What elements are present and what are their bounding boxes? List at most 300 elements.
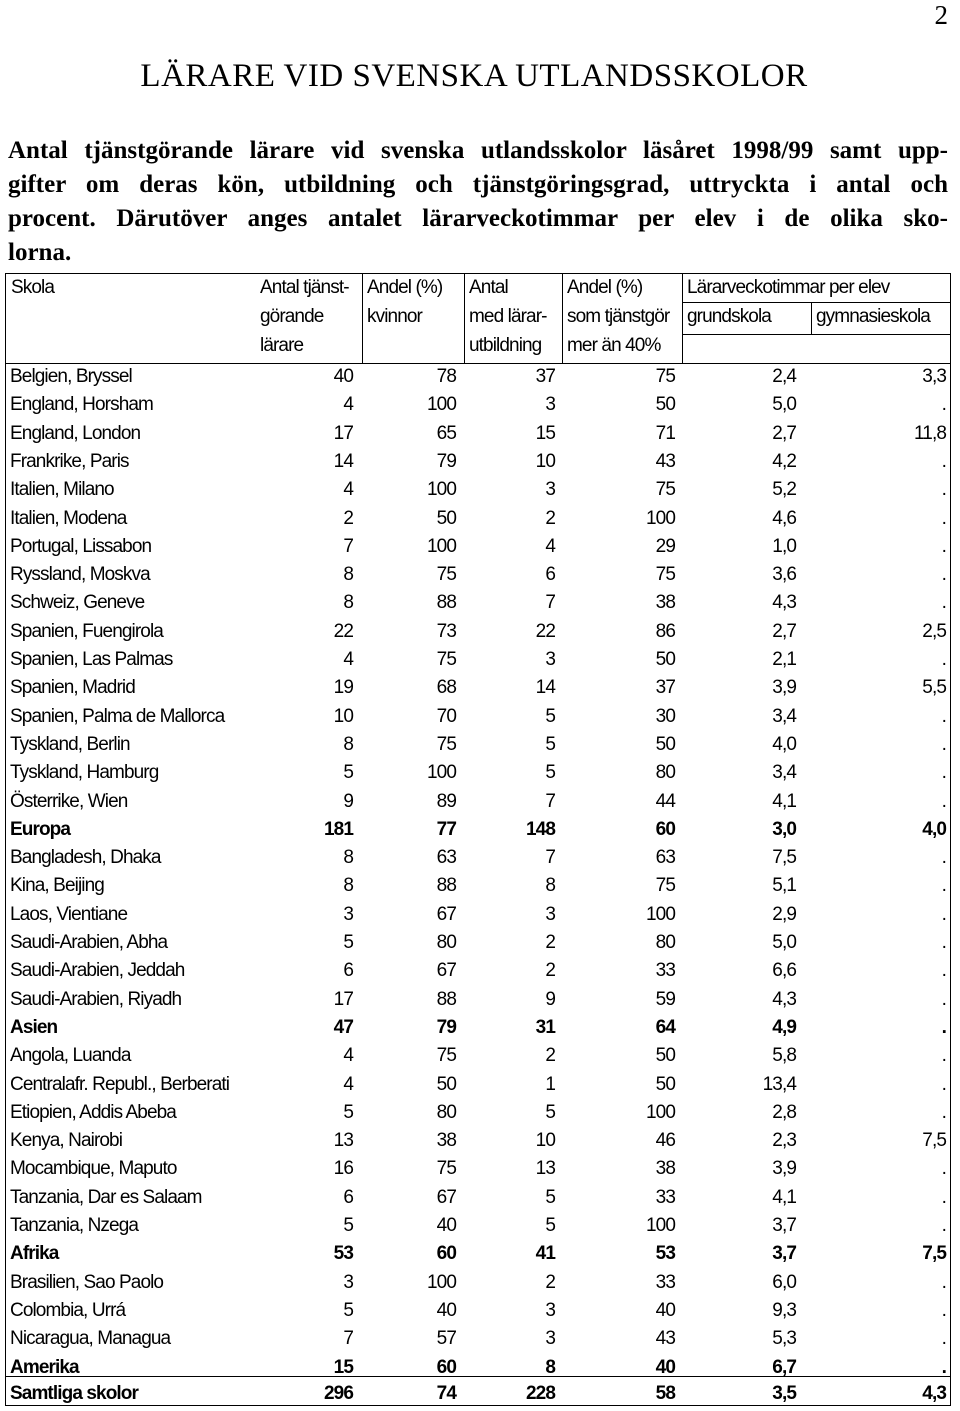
header-tjanstgor-line2: som tjänstgör bbox=[567, 306, 670, 327]
grundskola-cell: 4,0 bbox=[772, 734, 796, 755]
total-rule bbox=[6, 1376, 950, 1377]
utbildning-cell: 4 bbox=[545, 536, 555, 557]
grundskola-cell: 3,7 bbox=[772, 1243, 796, 1264]
antal-cell: 17 bbox=[333, 423, 353, 444]
antal-cell: 5 bbox=[343, 1300, 353, 1321]
table-row bbox=[6, 476, 950, 504]
utbildning-cell: 5 bbox=[545, 762, 555, 783]
table-row bbox=[6, 618, 950, 646]
kvinnor-cell: 67 bbox=[436, 904, 456, 925]
teacher-table bbox=[5, 273, 951, 1406]
skola-cell: Kina, Beijing bbox=[10, 875, 104, 896]
tjanstgor-cell: 44 bbox=[655, 791, 675, 812]
kvinnor-cell: 75 bbox=[436, 649, 456, 670]
header-grundskola: grundskola bbox=[687, 306, 771, 327]
tjanstgor-cell: 33 bbox=[655, 1187, 675, 1208]
tjanstgor-cell: 50 bbox=[655, 394, 675, 415]
kvinnor-cell: 38 bbox=[436, 1130, 456, 1151]
skola-cell: Etiopien, Addis Abeba bbox=[10, 1102, 176, 1123]
grundskola-cell: 4,6 bbox=[772, 508, 796, 529]
gymnasieskola-cell: 3,3 bbox=[922, 366, 946, 387]
grundskola-cell: 13,4 bbox=[762, 1074, 796, 1095]
grundskola-cell: 4,1 bbox=[772, 791, 796, 812]
gymnasieskola-cell: 4,3 bbox=[922, 1383, 946, 1404]
gymnasieskola-cell: . bbox=[941, 1357, 946, 1378]
antal-cell: 4 bbox=[343, 1074, 353, 1095]
column-divider bbox=[682, 274, 683, 364]
gymnasieskola-cell: . bbox=[941, 904, 946, 925]
table-row bbox=[6, 448, 950, 476]
antal-cell: 9 bbox=[343, 791, 353, 812]
header-antal-line2: görande bbox=[260, 306, 324, 327]
header-tjanstgor-line1: Andel (%) bbox=[567, 277, 643, 298]
utbildning-cell: 8 bbox=[545, 875, 555, 896]
column-divider bbox=[562, 274, 563, 364]
tjanstgor-cell: 75 bbox=[655, 479, 675, 500]
table-row bbox=[6, 391, 950, 419]
gymnasieskola-cell: . bbox=[941, 479, 946, 500]
table-row bbox=[6, 788, 950, 816]
skola-cell: Centralafr. Republ., Berberati bbox=[10, 1074, 230, 1095]
tjanstgor-cell: 59 bbox=[655, 989, 675, 1010]
gymnasieskola-cell: . bbox=[941, 1158, 946, 1179]
utbildning-cell: 3 bbox=[545, 904, 555, 925]
grundskola-cell: 4,2 bbox=[772, 451, 796, 472]
kvinnor-cell: 77 bbox=[436, 819, 456, 840]
table-row bbox=[6, 363, 950, 391]
grundskola-cell: 2,1 bbox=[772, 649, 796, 670]
antal-cell: 8 bbox=[343, 564, 353, 585]
tjanstgor-cell: 33 bbox=[655, 960, 675, 981]
tjanstgor-cell: 100 bbox=[645, 1215, 675, 1236]
gymnasieskola-cell: . bbox=[941, 508, 946, 529]
table-row bbox=[6, 703, 950, 731]
skola-cell: Asien bbox=[10, 1017, 58, 1038]
antal-cell: 6 bbox=[343, 960, 353, 981]
kvinnor-cell: 75 bbox=[436, 564, 456, 585]
kvinnor-cell: 68 bbox=[436, 677, 456, 698]
skola-cell: Saudi-Arabien, Riyadh bbox=[10, 989, 182, 1010]
skola-cell: Spanien, Palma de Mallorca bbox=[10, 706, 225, 727]
tjanstgor-cell: 46 bbox=[655, 1130, 675, 1151]
utbildning-cell: 13 bbox=[535, 1158, 555, 1179]
header-utbildning-line2: med lärar- bbox=[469, 306, 547, 327]
table-row bbox=[6, 1212, 950, 1240]
intro-line: gifter om deras kön, utbildning och tjänstgöringsgrad, uttryckta i antal och bbox=[8, 171, 948, 198]
header-lararveckotimmar: Lärarveckotimmar per elev bbox=[687, 277, 890, 298]
table-row bbox=[6, 1127, 950, 1155]
gymnasieskola-cell: . bbox=[941, 649, 946, 670]
tjanstgor-cell: 75 bbox=[655, 564, 675, 585]
gymnasieskola-cell: . bbox=[941, 1102, 946, 1123]
grundskola-cell: 5,2 bbox=[772, 479, 796, 500]
antal-cell: 4 bbox=[343, 479, 353, 500]
antal-cell: 3 bbox=[343, 1272, 353, 1293]
utbildning-cell: 2 bbox=[545, 508, 555, 529]
skola-cell: England, London bbox=[10, 423, 141, 444]
table-row bbox=[6, 674, 950, 702]
utbildning-cell: 5 bbox=[545, 1102, 555, 1123]
header-utbildning-line1: Antal bbox=[469, 277, 508, 298]
tjanstgor-cell: 58 bbox=[655, 1383, 675, 1404]
antal-cell: 22 bbox=[333, 621, 353, 642]
tjanstgor-cell: 75 bbox=[655, 875, 675, 896]
skola-cell: Laos, Vientiane bbox=[10, 904, 128, 925]
grundskola-cell: 2,4 bbox=[772, 366, 796, 387]
kvinnor-cell: 88 bbox=[436, 989, 456, 1010]
kvinnor-cell: 60 bbox=[436, 1357, 456, 1378]
header-utbildning-line3: utbildning bbox=[469, 335, 542, 356]
table-row bbox=[6, 1184, 950, 1212]
skola-cell: Samtliga skolor bbox=[10, 1383, 138, 1404]
intro-line: Antal tjänstgörande lärare vid svenska utlandsskolor läsåret 1998/99 samt upp- bbox=[8, 137, 948, 164]
header-rule bbox=[682, 334, 950, 335]
kvinnor-cell: 80 bbox=[436, 1102, 456, 1123]
kvinnor-cell: 100 bbox=[426, 536, 456, 557]
antal-cell: 13 bbox=[333, 1130, 353, 1151]
utbildning-cell: 148 bbox=[525, 819, 555, 840]
kvinnor-cell: 75 bbox=[436, 1158, 456, 1179]
gymnasieskola-cell: . bbox=[941, 762, 946, 783]
kvinnor-cell: 79 bbox=[436, 1017, 456, 1038]
tjanstgor-cell: 80 bbox=[655, 762, 675, 783]
grundskola-cell: 2,7 bbox=[772, 621, 796, 642]
gymnasieskola-cell: 11,8 bbox=[914, 423, 946, 444]
gymnasieskola-cell: . bbox=[941, 875, 946, 896]
kvinnor-cell: 73 bbox=[436, 621, 456, 642]
kvinnor-cell: 78 bbox=[436, 366, 456, 387]
antal-cell: 2 bbox=[343, 508, 353, 529]
skola-cell: Colombia, Urrá bbox=[10, 1300, 126, 1321]
header-tjanstgor-line3: mer än 40% bbox=[567, 335, 661, 356]
summary-row bbox=[6, 1014, 950, 1042]
gymnasieskola-cell: . bbox=[941, 1272, 946, 1293]
antal-cell: 14 bbox=[333, 451, 353, 472]
gymnasieskola-cell: . bbox=[941, 451, 946, 472]
table-row bbox=[6, 646, 950, 674]
skola-cell: Angola, Luanda bbox=[10, 1045, 131, 1066]
tjanstgor-cell: 71 bbox=[655, 423, 675, 444]
tjanstgor-cell: 50 bbox=[655, 734, 675, 755]
utbildning-cell: 3 bbox=[545, 649, 555, 670]
tjanstgor-cell: 29 bbox=[655, 536, 675, 557]
skola-cell: Spanien, Las Palmas bbox=[10, 649, 173, 670]
skola-cell: Bangladesh, Dhaka bbox=[10, 847, 161, 868]
utbildning-cell: 228 bbox=[525, 1383, 555, 1404]
antal-cell: 5 bbox=[343, 1102, 353, 1123]
gymnasieskola-cell: . bbox=[941, 1074, 946, 1095]
kvinnor-cell: 74 bbox=[436, 1383, 456, 1404]
utbildning-cell: 9 bbox=[545, 989, 555, 1010]
grundskola-cell: 5,0 bbox=[772, 932, 796, 953]
antal-cell: 53 bbox=[333, 1243, 353, 1264]
gymnasieskola-cell: . bbox=[941, 1017, 946, 1038]
table-row bbox=[6, 1297, 950, 1325]
grundskola-cell: 3,9 bbox=[772, 1158, 796, 1179]
skola-cell: Tanzania, Dar es Salaam bbox=[10, 1187, 202, 1208]
grundskola-cell: 3,7 bbox=[772, 1215, 796, 1236]
antal-cell: 8 bbox=[343, 847, 353, 868]
gymnasieskola-cell: . bbox=[941, 1300, 946, 1321]
gymnasieskola-cell: 7,5 bbox=[922, 1130, 946, 1151]
gymnasieskola-cell: 5,5 bbox=[922, 677, 946, 698]
summary-row bbox=[6, 1354, 950, 1382]
skola-cell: Afrika bbox=[10, 1243, 59, 1264]
skola-cell: Ryssland, Moskva bbox=[10, 564, 150, 585]
grundskola-cell: 4,3 bbox=[772, 989, 796, 1010]
kvinnor-cell: 70 bbox=[436, 706, 456, 727]
tjanstgor-cell: 100 bbox=[645, 508, 675, 529]
kvinnor-cell: 60 bbox=[436, 1243, 456, 1264]
tjanstgor-cell: 50 bbox=[655, 649, 675, 670]
skola-cell: Tanzania, Nzega bbox=[10, 1215, 139, 1236]
utbildning-cell: 5 bbox=[545, 1187, 555, 1208]
grundskola-cell: 2,8 bbox=[772, 1102, 796, 1123]
utbildning-cell: 7 bbox=[545, 592, 555, 613]
kvinnor-cell: 100 bbox=[426, 762, 456, 783]
gymnasieskola-cell: . bbox=[941, 1328, 946, 1349]
tjanstgor-cell: 38 bbox=[655, 1158, 675, 1179]
utbildning-cell: 37 bbox=[535, 366, 555, 387]
grundskola-cell: 4,1 bbox=[772, 1187, 796, 1208]
utbildning-cell: 5 bbox=[545, 706, 555, 727]
table-row bbox=[6, 1155, 950, 1183]
tjanstgor-cell: 100 bbox=[645, 1102, 675, 1123]
tjanstgor-cell: 33 bbox=[655, 1272, 675, 1293]
skola-cell: Brasilien, Sao Paolo bbox=[10, 1272, 164, 1293]
utbildning-cell: 7 bbox=[545, 847, 555, 868]
gymnasieskola-cell: . bbox=[941, 564, 946, 585]
antal-cell: 47 bbox=[333, 1017, 353, 1038]
tjanstgor-cell: 64 bbox=[655, 1017, 675, 1038]
column-divider bbox=[362, 274, 363, 364]
kvinnor-cell: 88 bbox=[436, 592, 456, 613]
skola-cell: Tyskland, Hamburg bbox=[10, 762, 159, 783]
kvinnor-cell: 67 bbox=[436, 1187, 456, 1208]
skola-cell: Spanien, Fuengirola bbox=[10, 621, 163, 642]
intro-paragraph bbox=[8, 134, 948, 270]
skola-cell: Frankrike, Paris bbox=[10, 451, 129, 472]
antal-cell: 4 bbox=[343, 1045, 353, 1066]
table-row bbox=[6, 901, 950, 929]
skola-cell: Kenya, Nairobi bbox=[10, 1130, 123, 1151]
skola-cell: England, Horsham bbox=[10, 394, 153, 415]
skola-cell: Nicaragua, Managua bbox=[10, 1328, 171, 1349]
grundskola-cell: 3,5 bbox=[772, 1383, 796, 1404]
header-kvinnor-line1: Andel (%) bbox=[367, 277, 443, 298]
header-rule bbox=[682, 302, 950, 303]
grundskola-cell: 4,9 bbox=[772, 1017, 796, 1038]
tjanstgor-cell: 30 bbox=[655, 706, 675, 727]
skola-cell: Belgien, Bryssel bbox=[10, 366, 132, 387]
kvinnor-cell: 40 bbox=[436, 1215, 456, 1236]
kvinnor-cell: 100 bbox=[426, 394, 456, 415]
table-row bbox=[6, 533, 950, 561]
utbildning-cell: 22 bbox=[535, 621, 555, 642]
antal-cell: 296 bbox=[323, 1383, 353, 1404]
utbildning-cell: 2 bbox=[545, 932, 555, 953]
tjanstgor-cell: 86 bbox=[655, 621, 675, 642]
table-row bbox=[6, 1269, 950, 1297]
intro-line: procent. Därutöver anges antalet lärarveckotimmar per elev i de olika sko- bbox=[8, 205, 948, 232]
tjanstgor-cell: 50 bbox=[655, 1045, 675, 1066]
header-antal-line1: Antal tjänst- bbox=[260, 277, 349, 298]
tjanstgor-cell: 53 bbox=[655, 1243, 675, 1264]
antal-cell: 5 bbox=[343, 932, 353, 953]
antal-cell: 6 bbox=[343, 1187, 353, 1208]
skola-cell: Saudi-Arabien, Jeddah bbox=[10, 960, 185, 981]
skola-cell: Italien, Modena bbox=[10, 508, 127, 529]
utbildning-cell: 8 bbox=[545, 1357, 555, 1378]
gymnasieskola-cell: . bbox=[941, 536, 946, 557]
table-row bbox=[6, 589, 950, 617]
gymnasieskola-cell: . bbox=[941, 734, 946, 755]
utbildning-cell: 5 bbox=[545, 734, 555, 755]
page-title: LÄRARE VID SVENSKA UTLANDSSKOLOR bbox=[140, 58, 808, 94]
utbildning-cell: 31 bbox=[535, 1017, 555, 1038]
utbildning-cell: 10 bbox=[535, 451, 555, 472]
grundskola-cell: 6,6 bbox=[772, 960, 796, 981]
tjanstgor-cell: 40 bbox=[655, 1300, 675, 1321]
antal-cell: 4 bbox=[343, 649, 353, 670]
gymnasieskola-cell: 7,5 bbox=[922, 1243, 946, 1264]
column-divider bbox=[811, 303, 812, 335]
antal-cell: 19 bbox=[333, 677, 353, 698]
grundskola-cell: 2,7 bbox=[772, 423, 796, 444]
utbildning-cell: 7 bbox=[545, 791, 555, 812]
grundskola-cell: 6,0 bbox=[772, 1272, 796, 1293]
utbildning-cell: 3 bbox=[545, 479, 555, 500]
tjanstgor-cell: 100 bbox=[645, 904, 675, 925]
table-row bbox=[6, 1071, 950, 1099]
kvinnor-cell: 50 bbox=[436, 1074, 456, 1095]
skola-cell: Österrike, Wien bbox=[10, 791, 128, 812]
grundskola-cell: 3,4 bbox=[772, 706, 796, 727]
utbildning-cell: 3 bbox=[545, 1328, 555, 1349]
table-row bbox=[6, 561, 950, 589]
antal-cell: 4 bbox=[343, 394, 353, 415]
utbildning-cell: 3 bbox=[545, 394, 555, 415]
kvinnor-cell: 67 bbox=[436, 960, 456, 981]
antal-cell: 10 bbox=[333, 706, 353, 727]
gymnasieskola-cell: . bbox=[941, 932, 946, 953]
gymnasieskola-cell: . bbox=[941, 1215, 946, 1236]
gymnasieskola-cell: . bbox=[941, 960, 946, 981]
table-row bbox=[6, 1325, 950, 1353]
grundskola-cell: 5,3 bbox=[772, 1328, 796, 1349]
tjanstgor-cell: 63 bbox=[655, 847, 675, 868]
gymnasieskola-cell: 4,0 bbox=[922, 819, 946, 840]
table-row bbox=[6, 957, 950, 985]
kvinnor-cell: 89 bbox=[436, 791, 456, 812]
utbildning-cell: 2 bbox=[545, 1272, 555, 1293]
skola-cell: Tyskland, Berlin bbox=[10, 734, 130, 755]
page-number: 2 bbox=[934, 0, 948, 30]
tjanstgor-cell: 37 bbox=[655, 677, 675, 698]
antal-cell: 3 bbox=[343, 904, 353, 925]
tjanstgor-cell: 43 bbox=[655, 451, 675, 472]
skola-cell: Portugal, Lissabon bbox=[10, 536, 152, 557]
skola-cell: Europa bbox=[10, 819, 71, 840]
tjanstgor-cell: 75 bbox=[655, 366, 675, 387]
gymnasieskola-cell: . bbox=[941, 1187, 946, 1208]
kvinnor-cell: 100 bbox=[426, 479, 456, 500]
antal-cell: 15 bbox=[333, 1357, 353, 1378]
total-row bbox=[6, 1380, 950, 1408]
skola-cell: Mocambique, Maputo bbox=[10, 1158, 177, 1179]
gymnasieskola-cell: . bbox=[941, 791, 946, 812]
header-skola: Skola bbox=[11, 277, 55, 298]
antal-cell: 8 bbox=[343, 875, 353, 896]
kvinnor-cell: 75 bbox=[436, 1045, 456, 1066]
utbildning-cell: 3 bbox=[545, 1300, 555, 1321]
grundskola-cell: 9,3 bbox=[772, 1300, 796, 1321]
grundskola-cell: 2,3 bbox=[772, 1130, 796, 1151]
column-divider bbox=[464, 274, 465, 364]
header-gymnasieskola: gymnasieskola bbox=[816, 306, 930, 327]
skola-cell: Amerika bbox=[10, 1357, 79, 1378]
antal-cell: 8 bbox=[343, 734, 353, 755]
table-row bbox=[6, 1099, 950, 1127]
grundskola-cell: 2,9 bbox=[772, 904, 796, 925]
gymnasieskola-cell: . bbox=[941, 394, 946, 415]
kvinnor-cell: 50 bbox=[436, 508, 456, 529]
table-row bbox=[6, 1042, 950, 1070]
kvinnor-cell: 63 bbox=[436, 847, 456, 868]
kvinnor-cell: 80 bbox=[436, 932, 456, 953]
table-row bbox=[6, 844, 950, 872]
gymnasieskola-cell: . bbox=[941, 1045, 946, 1066]
header-kvinnor-line2: kvinnor bbox=[367, 306, 422, 327]
antal-cell: 16 bbox=[333, 1158, 353, 1179]
utbildning-cell: 41 bbox=[535, 1243, 555, 1264]
grundskola-cell: 7,5 bbox=[772, 847, 796, 868]
skola-cell: Spanien, Madrid bbox=[10, 677, 135, 698]
grundskola-cell: 3,6 bbox=[772, 564, 796, 585]
utbildning-cell: 2 bbox=[545, 960, 555, 981]
tjanstgor-cell: 40 bbox=[655, 1357, 675, 1378]
utbildning-cell: 14 bbox=[535, 677, 555, 698]
tjanstgor-cell: 43 bbox=[655, 1328, 675, 1349]
antal-cell: 5 bbox=[343, 1215, 353, 1236]
grundskola-cell: 4,3 bbox=[772, 592, 796, 613]
utbildning-cell: 10 bbox=[535, 1130, 555, 1151]
tjanstgor-cell: 50 bbox=[655, 1074, 675, 1095]
antal-cell: 7 bbox=[343, 1328, 353, 1349]
kvinnor-cell: 65 bbox=[436, 423, 456, 444]
kvinnor-cell: 88 bbox=[436, 875, 456, 896]
antal-cell: 8 bbox=[343, 592, 353, 613]
kvinnor-cell: 57 bbox=[436, 1328, 456, 1349]
summary-row bbox=[6, 1240, 950, 1268]
table-row bbox=[6, 420, 950, 448]
grundskola-cell: 5,8 bbox=[772, 1045, 796, 1066]
summary-row bbox=[6, 816, 950, 844]
gymnasieskola-cell: . bbox=[941, 847, 946, 868]
utbildning-cell: 1 bbox=[545, 1074, 555, 1095]
grundskola-cell: 6,7 bbox=[772, 1357, 796, 1378]
table-row bbox=[6, 872, 950, 900]
grundskola-cell: 5,1 bbox=[772, 875, 796, 896]
tjanstgor-cell: 80 bbox=[655, 932, 675, 953]
table-row bbox=[6, 731, 950, 759]
gymnasieskola-cell: 2,5 bbox=[922, 621, 946, 642]
gymnasieskola-cell: . bbox=[941, 706, 946, 727]
kvinnor-cell: 75 bbox=[436, 734, 456, 755]
antal-cell: 17 bbox=[333, 989, 353, 1010]
table-row bbox=[6, 986, 950, 1014]
utbildning-cell: 5 bbox=[545, 1215, 555, 1236]
